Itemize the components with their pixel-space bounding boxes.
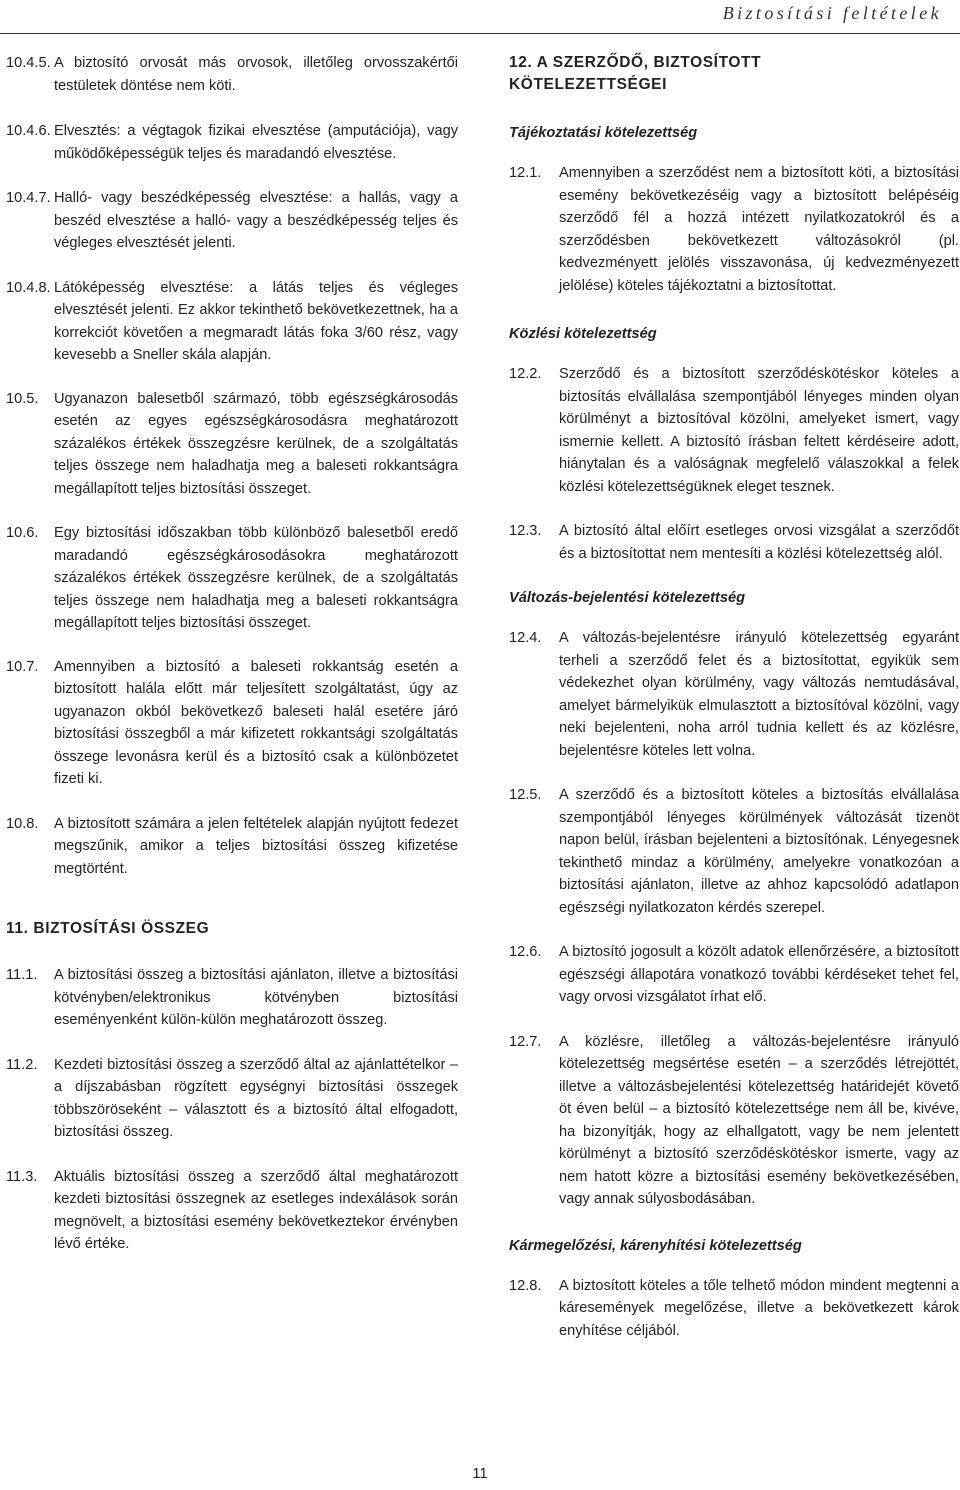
clause-12-1 [509, 162, 959, 297]
right-column [509, 52, 959, 1342]
clause-12-2 [509, 363, 959, 498]
clause-text: Látóképesség elvesztése: a látás teljes és végleges elvesztését jelenti. Ez akkor tekinthető bekövetkezettnek, ha a korrekciót követően a megmaradt látás foka 3/60 rész, vagy kevesebb a Sneller skála alapján. [54, 279, 458, 363]
section-12-title [509, 52, 959, 96]
section-12-title-line2: KÖTELEZETTSÉGEI [509, 76, 667, 93]
subheading-karmegelozesi: Kármegelőzési, kárenyhítési kötelezettség [509, 1237, 802, 1254]
left-column [6, 52, 458, 1256]
clause-text: A szerződő és a biztosított köteles a biztosítás elvállalása szempontjából lényeges körülmények változását tizenöt napon belül, írásban bejelenteni a biztosítónak. Lényegesnek tekinthető mindaz a körülmény, amelyekre vonatkozóan a biztosítási ajánlaton, illetve az ahhoz kapcsolódó adatlapon egészségi nyilatkozaton kérdés szerepel. [559, 787, 959, 916]
clause-text: A közlésre, illetőleg a változás-bejelentésre irányuló kötelezettség megsértése esetén – a szerződés létrejöttét, illetve a változásbejelentési kötelezettség határidejét követő öt éven belül – a biztosító kötelezettsége nem áll be, kivéve, ha bizonyítják, hogy az elhallgatott, vagy be nem jelentett körülményt a biztosító szerződéskötéskor ismerte, vagy az nem hatott közre a biztosítási esemény bekövetkezésében, vagy annak súlyosbodásában. [559, 1033, 959, 1207]
clause-number: 12.8. [509, 1277, 542, 1294]
clause-number: 10.4.5. [6, 55, 51, 71]
clause-12-3 [509, 520, 959, 565]
clause-number: 12.4. [509, 630, 542, 646]
clause-text: Elvesztés: a végtagok fizikai elvesztése (amputációja), vagy működőképességük teljes és maradandó elvesztése. [54, 123, 458, 162]
clause-number: 10.4.8. [6, 279, 51, 296]
clause-text: Halló- vagy beszédképesség elvesztése: a hallás, vagy a beszéd elvesztése a halló- vagy a beszédképesség teljes és végleges elvesztését jelenti. [54, 190, 458, 251]
clause-number: 10.4.7. [6, 190, 51, 206]
clause-number: 10.5. [6, 390, 39, 407]
clause-10-7 [6, 656, 458, 791]
subheading-tajekoztatasi: Tájékoztatási kötelezettség [509, 125, 698, 141]
clause-text: Amennyiben a szerződést nem a biztosított köti, a biztosítási esemény bekövetkezéséig vagy a biztosított belépéséig szerződő fél a hozzá intézett nyilatkozatokról és a szerződésben bekövetkezett változásokról (pl. kedvezményett jelölés visszavonása, új kedvezményezett jelölése) köteles tájékoztatni a biztosítottat. [559, 165, 959, 294]
clause-text: A biztosító jogosult a közölt adatok ellenőrzésére, a biztosított egészségi állapotára vonatkozó további kérdéseket tehet fel, vagy orvosi vizsgálatot írhat elő. [559, 944, 959, 1005]
clause-11-2 [6, 1054, 458, 1144]
clause-number: 12.5. [509, 787, 542, 803]
clause-12-4 [509, 627, 959, 762]
clause-text: Kezdeti biztosítási összeg a szerződő által az ajánlattételkor – a díjszabásban rögzített egységnyi biztosítási összegek többszöröseként – választott és a biztosító által elfogadott, biztosítási összeg. [54, 1056, 458, 1140]
clause-number: 10.8. [6, 815, 39, 832]
clause-text: Szerződő és a biztosított szerződéskötéskor köteles a biztosítás elvállalása szempontjából lényeges minden olyan körülményt a biztosítóval közölni, amelyeket ismert, vagy ismernie kellett. A biztosító írásban feltett kérdéseire adott, hiánytalan és a valóságnak megfelelő válaszokkal a felek közlési kötelezettségüknek eleget tesznek. [559, 366, 959, 495]
clause-10-8 [6, 813, 458, 881]
clause-11-3 [6, 1166, 458, 1256]
clause-text: Amennyiben a biztosító a baleseti rokkantság esetén a biztosított halála előtt már teljesített szolgáltatást, úgy az ugyanazon okból bekövetkező baleseti halál esetére járó biztosítási összegből a már kifizetett rokkantsági szolgáltatás összege levonásra kerül és a biztosító csak a különbözetet fizeti ki. [54, 658, 458, 787]
clause-number: 12.1. [509, 165, 542, 181]
clause-number: 11.2. [6, 1056, 38, 1073]
clause-10-6 [6, 522, 458, 635]
clause-number: 12.3. [509, 523, 542, 539]
clause-text: Aktuális biztosítási összeg a szerződő által meghatározott kezdeti biztosítási összegnek az esetleges indexálások során megnövelt, a biztosítási esemény bekövetkeztekor érvényben lévő értéke. [54, 1168, 458, 1252]
clause-10-4-5 [6, 52, 458, 97]
clause-number: 12.6. [509, 944, 542, 960]
clause-10-4-6 [6, 120, 458, 165]
clause-12-7 [509, 1031, 959, 1211]
clause-number: 10.4.6. [6, 123, 51, 139]
clause-text: A változás-bejelentésre irányuló kötelezettség egyaránt terheli a szerződő felet és a biztosítottat, egyikük sem védekezhet olyan körülmény, vagy változás nemtudásával, amelyet bármelyikük elmulasztott a biztosítóval közölni, vagy neki bejelenteni, noha arról tudnia kellett és az közlésre, bejelentésre köteles lett volna. [559, 630, 959, 759]
clause-number: 11.1. [6, 967, 38, 983]
clause-number: 10.6. [6, 525, 39, 541]
clause-text: Ugyanazon balesetből származó, több egészségkárosodás esetén az egyes egészségkárosodásra meghatározott százalékos értékek összegzésre kerülnek, de a szolgáltatás teljes összege nem haladhatja meg a baleseti rokkantságra megállapított teljes biztosítási összeget. [54, 390, 458, 497]
clause-10-4-8 [6, 277, 458, 367]
clause-text: A biztosított számára a jelen feltételek alapján nyújtott fedezet megszűnik, amikor a teljes biztosítási összeg kifizetése megtörtént. [54, 815, 458, 877]
subheading-kozlesi: Közlési kötelezettség [509, 326, 657, 342]
subheading-valtozas-bejelentesi: Változás-bejelentési kötelezettség [509, 590, 746, 606]
clause-number: 10.7. [6, 658, 39, 675]
header-bar [0, 0, 960, 34]
clause-number: 12.2. [509, 366, 542, 382]
section-12-title-line1: 12. A SZERZŐDŐ, BIZTOSÍTOTT [509, 54, 762, 71]
clause-10-4-7 [6, 187, 458, 255]
running-header-title: Biztosítási feltételek [722, 3, 942, 23]
clause-text: A biztosító által előírt esetleges orvosi vizsgálat a szerződőt és a biztosítottat nem mentesíti a közlési kötelezettség alól. [559, 523, 959, 562]
clause-text: Egy biztosítási időszakban több különböző balesetből eredő maradandó egészségkárosodásokra meghatározott százalékos értékek összegzésre kerülnek, de a szolgáltatás teljes összege nem haladhatja meg a baleseti rokkantságra megállapított teljes biztosítási összeget. [54, 525, 458, 631]
clause-number: 12.7. [509, 1033, 542, 1050]
clause-text: A biztosított köteles a tőle telhető módon mindent megtenni a káresemények megelőzése, illetve a bekövetkezett károk enyhítése céljából. [559, 1277, 959, 1339]
page-number: 11 [472, 1466, 488, 1482]
clause-10-5 [6, 388, 458, 501]
clause-12-5 [509, 784, 959, 919]
clause-number: 11.3. [6, 1168, 38, 1185]
clause-text: A biztosítási összeg a biztosítási ajánlaton, illetve a biztosítási kötvényben/elektronikus kötvényben biztosítási eseményenként külön-külön meghatározott összeg. [54, 967, 458, 1028]
clause-12-8 [509, 1275, 959, 1343]
clause-11-1 [6, 964, 458, 1032]
clause-12-6 [509, 941, 959, 1009]
clause-text: A biztosító orvosát más orvosok, illetőleg orvosszakértői testületek döntése nem köti. [54, 55, 458, 94]
section-11-title: 11. BIZTOSÍTÁSI ÖSSZEG [6, 920, 210, 937]
